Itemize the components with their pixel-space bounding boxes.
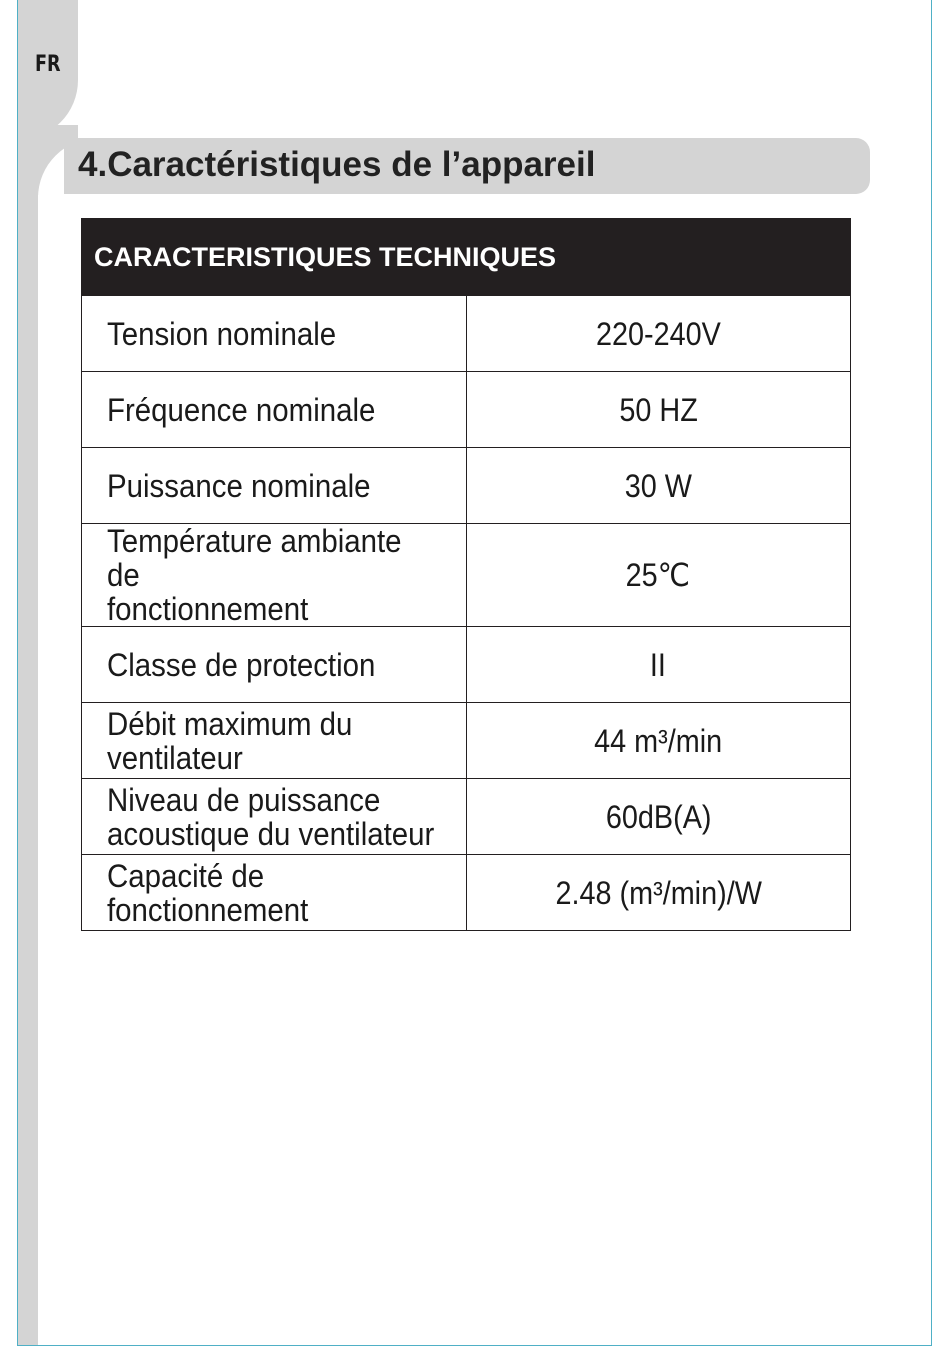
spec-label: Fréquence nominale	[82, 372, 467, 448]
spec-value: 44 m³/min	[466, 703, 851, 779]
spec-table-header: CARACTERISTIQUES TECHNIQUES	[82, 219, 851, 296]
table-row	[82, 703, 851, 779]
spec-label: Classe de protection	[82, 627, 467, 703]
language-label: FR	[35, 52, 61, 77]
spec-label: Niveau de puissance acoustique du ventilateur	[82, 779, 467, 855]
spec-value: 220-240V	[466, 296, 851, 372]
table-row	[82, 627, 851, 703]
table-row	[82, 855, 851, 931]
spec-value: 30 W	[466, 448, 851, 524]
table-row	[82, 524, 851, 627]
spec-label: Température ambiante de fonctionnement	[82, 524, 467, 627]
spec-table	[81, 218, 851, 931]
spec-label: Capacité de fonctionnement	[82, 855, 467, 931]
spec-label: Tension nominale	[82, 296, 467, 372]
spec-value: 2.48 (m³/min)/W	[466, 855, 851, 931]
spec-value: 50 HZ	[466, 372, 851, 448]
side-bar	[18, 130, 38, 1345]
table-row	[82, 296, 851, 372]
spec-label: Puissance nominale	[82, 448, 467, 524]
spec-value: 60dB(A)	[466, 779, 851, 855]
table-row	[82, 779, 851, 855]
section-title: 4.Caractéristiques de l’appareil	[78, 145, 596, 184]
table-row	[82, 372, 851, 448]
spec-label: Débit maximum du ventilateur	[82, 703, 467, 779]
spec-value: 25℃	[466, 524, 851, 627]
spec-value: II	[466, 627, 851, 703]
spec-table-header-row	[82, 219, 851, 296]
table-row	[82, 448, 851, 524]
